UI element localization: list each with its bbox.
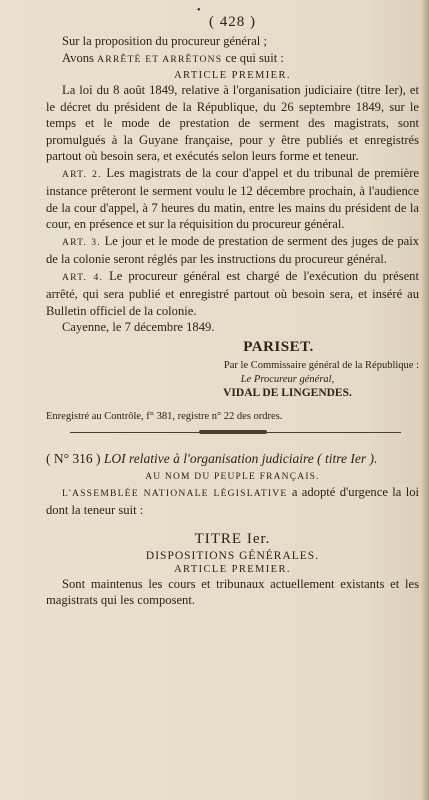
date-line: Cayenne, le 7 décembre 1849. [62,320,215,334]
article-2 [46,165,419,233]
article-2-text: Les magistrats de la cour d'appel et du tribunal de première instance prêteront le serment voulu le 12 décembre prochain, à l'audience de la cour d'appel, à 7 heures du matin, entre les mains du président de la cour, en présence et sur la réquisition du procureur général. [46,165,419,231]
article-4-label: ART. 4. [62,271,104,283]
assemblee-smallcaps: L'ASSEMBLÉE NATIONALE LÉGISLATIVE [62,487,288,499]
commissaire-line: Par le Commissaire général de la République : [223,359,419,371]
article-1-text: La loi du 8 août 1849, relative à l'organisation judiciaire (titre Ier), et le décret du président de la République, du 26 septembre 1849, sur le temps et le mode de prestation de serment des magistrats, sont promulgués à la Guyane française, pour y être publiés et enregistrés partout où besoin sera, et exécutés selon leurs forme et teneur. [46,83,419,163]
loi-title: LOI relative à l'organisation judiciaire ( titre Ier ). [103,450,378,466]
loi-heading [46,450,419,468]
article-3 [46,233,419,268]
arrete-line [46,50,419,69]
article-1-heading: ARTICLE PREMIER. [174,70,291,81]
article-3-text: Le jour et le mode de prestation de serment des juges de paix de la colonie seront réglés par les instructions du procureur général. [46,233,420,266]
maintenus-text: Sont maintenus les cours et tribunaux actuellement existants et les magistrats qui les composent. [46,576,419,607]
divider-ornament [199,430,267,434]
article-premier-heading-2: ARTICLE PREMIER. [174,563,291,575]
signature-pariset: PARISET. [243,338,314,355]
ink-dot: • [197,5,201,16]
au-nom-du-peuple: AU NOM DU PEUPLE FRANÇAIS. [145,471,320,482]
section-divider [46,424,419,440]
loi-number: ( N° 316 ) [46,450,101,466]
page-edge-shadow [421,0,429,800]
article-3-label: ART. 3. [62,236,101,248]
signature-vidal: VIDAL DE LINGENDES. [223,386,352,399]
procureur-line: Le Procureur général, [240,373,335,385]
article-2-label: ART. 2. [62,168,102,180]
article-4-text: Le procureur général est chargé de l'exécution du présent arrêté, qui sera publié et enregistré partout où besoin sera, et inséré au Bulletin officiel de la colonie. [46,268,419,318]
arrete-prefix: Avons [62,50,94,65]
assemblee-line [46,484,419,519]
dispositions-heading: DISPOSITIONS GÉNÉRALES. [145,549,320,562]
arrete-smallcaps: ARRÊTÉ ET ARRÊTONS [97,53,223,65]
arrete-suffix: ce qui suit : [225,50,284,65]
titre-heading: TITRE Ier. [194,530,271,547]
assemblee-rest: a adopté d'urgence la loi dont la teneur suit : [46,484,420,517]
article-4 [46,268,419,320]
registration-line: Enregistré au Contrôle, f° 381, registre n° 22 des ordres. [46,410,283,422]
page-number: ( 428 ) [209,14,256,30]
proposition-line: Sur la proposition du procureur général ; [62,34,267,48]
